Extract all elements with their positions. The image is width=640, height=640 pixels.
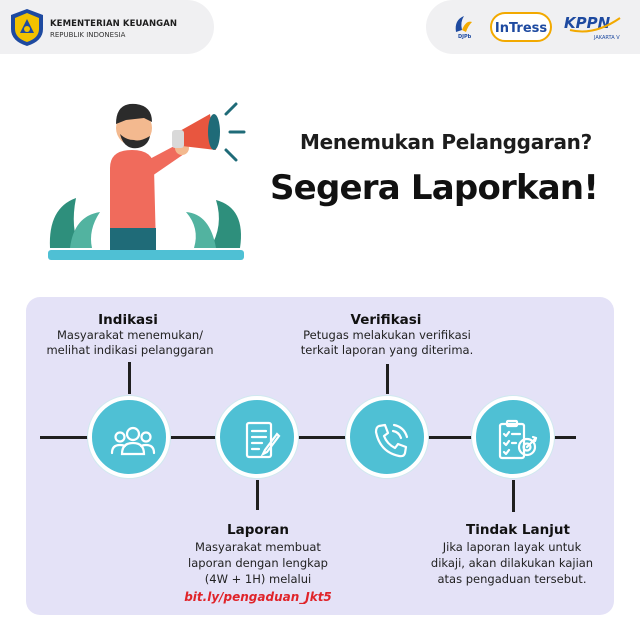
intress-logo-icon bbox=[490, 12, 552, 42]
kppn-logo-icon bbox=[560, 10, 626, 42]
step-title-indikasi: Indikasi bbox=[98, 312, 158, 328]
checklist-target-icon bbox=[492, 416, 542, 466]
report-link[interactable]: bit.ly/pengaduan_Jkt5 bbox=[184, 590, 332, 604]
kppn-label: KPPN bbox=[564, 14, 611, 32]
step-desc-indikasi-line1: Masyarakat menemukan/ bbox=[56, 328, 204, 342]
step-desc-verifikasi-line1: Petugas melakukan verifikasi bbox=[303, 328, 471, 342]
step-title-laporan: Laporan bbox=[226, 522, 290, 538]
djpb-label: DJPb bbox=[458, 34, 472, 40]
document-pen-icon bbox=[236, 416, 286, 466]
intress-label: InTress bbox=[494, 21, 548, 36]
connector-tindak-lanjut bbox=[512, 480, 515, 512]
step-desc-laporan-line2: laporan dengan lengkap bbox=[188, 556, 328, 570]
connector-verifikasi bbox=[386, 364, 389, 394]
step-circle-laporan bbox=[216, 396, 298, 478]
phone-call-icon bbox=[366, 416, 416, 466]
step-circle-indikasi bbox=[88, 396, 170, 478]
connector-laporan bbox=[256, 480, 259, 510]
step-desc-laporan-line3: (4W + 1H) melalui bbox=[204, 572, 312, 586]
kemenkeu-emblem-icon bbox=[8, 7, 46, 47]
connector-indikasi bbox=[128, 362, 131, 394]
kppn-sublabel: JAKARTA V bbox=[594, 35, 620, 41]
step-desc-verifikasi-line2: terkait laporan yang diterima. bbox=[300, 343, 474, 357]
djpb-logo-icon bbox=[450, 12, 476, 36]
megaphone-man-illustration bbox=[40, 88, 250, 266]
step-desc-tindak-lanjut-line3: atas pengaduan tersebut. bbox=[437, 572, 587, 586]
headline-question: Menemukan Pelanggaran? bbox=[300, 130, 592, 154]
step-title-verifikasi: Verifikasi bbox=[350, 312, 422, 328]
step-circle-tindak-lanjut bbox=[472, 396, 554, 478]
step-desc-laporan-line1: Masyarakat membuat bbox=[195, 540, 321, 554]
step-desc-tindak-lanjut-line2: dikaji, akan dilakukan kajian bbox=[430, 556, 594, 570]
step-circle-verifikasi bbox=[346, 396, 428, 478]
step-title-tindak-lanjut: Tindak Lanjut bbox=[466, 522, 570, 538]
org-name: KEMENTERIAN KEUANGAN bbox=[50, 19, 178, 29]
step-desc-tindak-lanjut-line1: Jika laporan layak untuk bbox=[442, 540, 582, 554]
people-group-icon bbox=[108, 416, 158, 466]
org-subtitle: REPUBLIK INDONESIA bbox=[50, 31, 126, 39]
headline-call-to-action: Segera Laporkan! bbox=[270, 168, 599, 208]
step-desc-indikasi-line2: melihat indikasi pelanggaran bbox=[46, 343, 214, 357]
